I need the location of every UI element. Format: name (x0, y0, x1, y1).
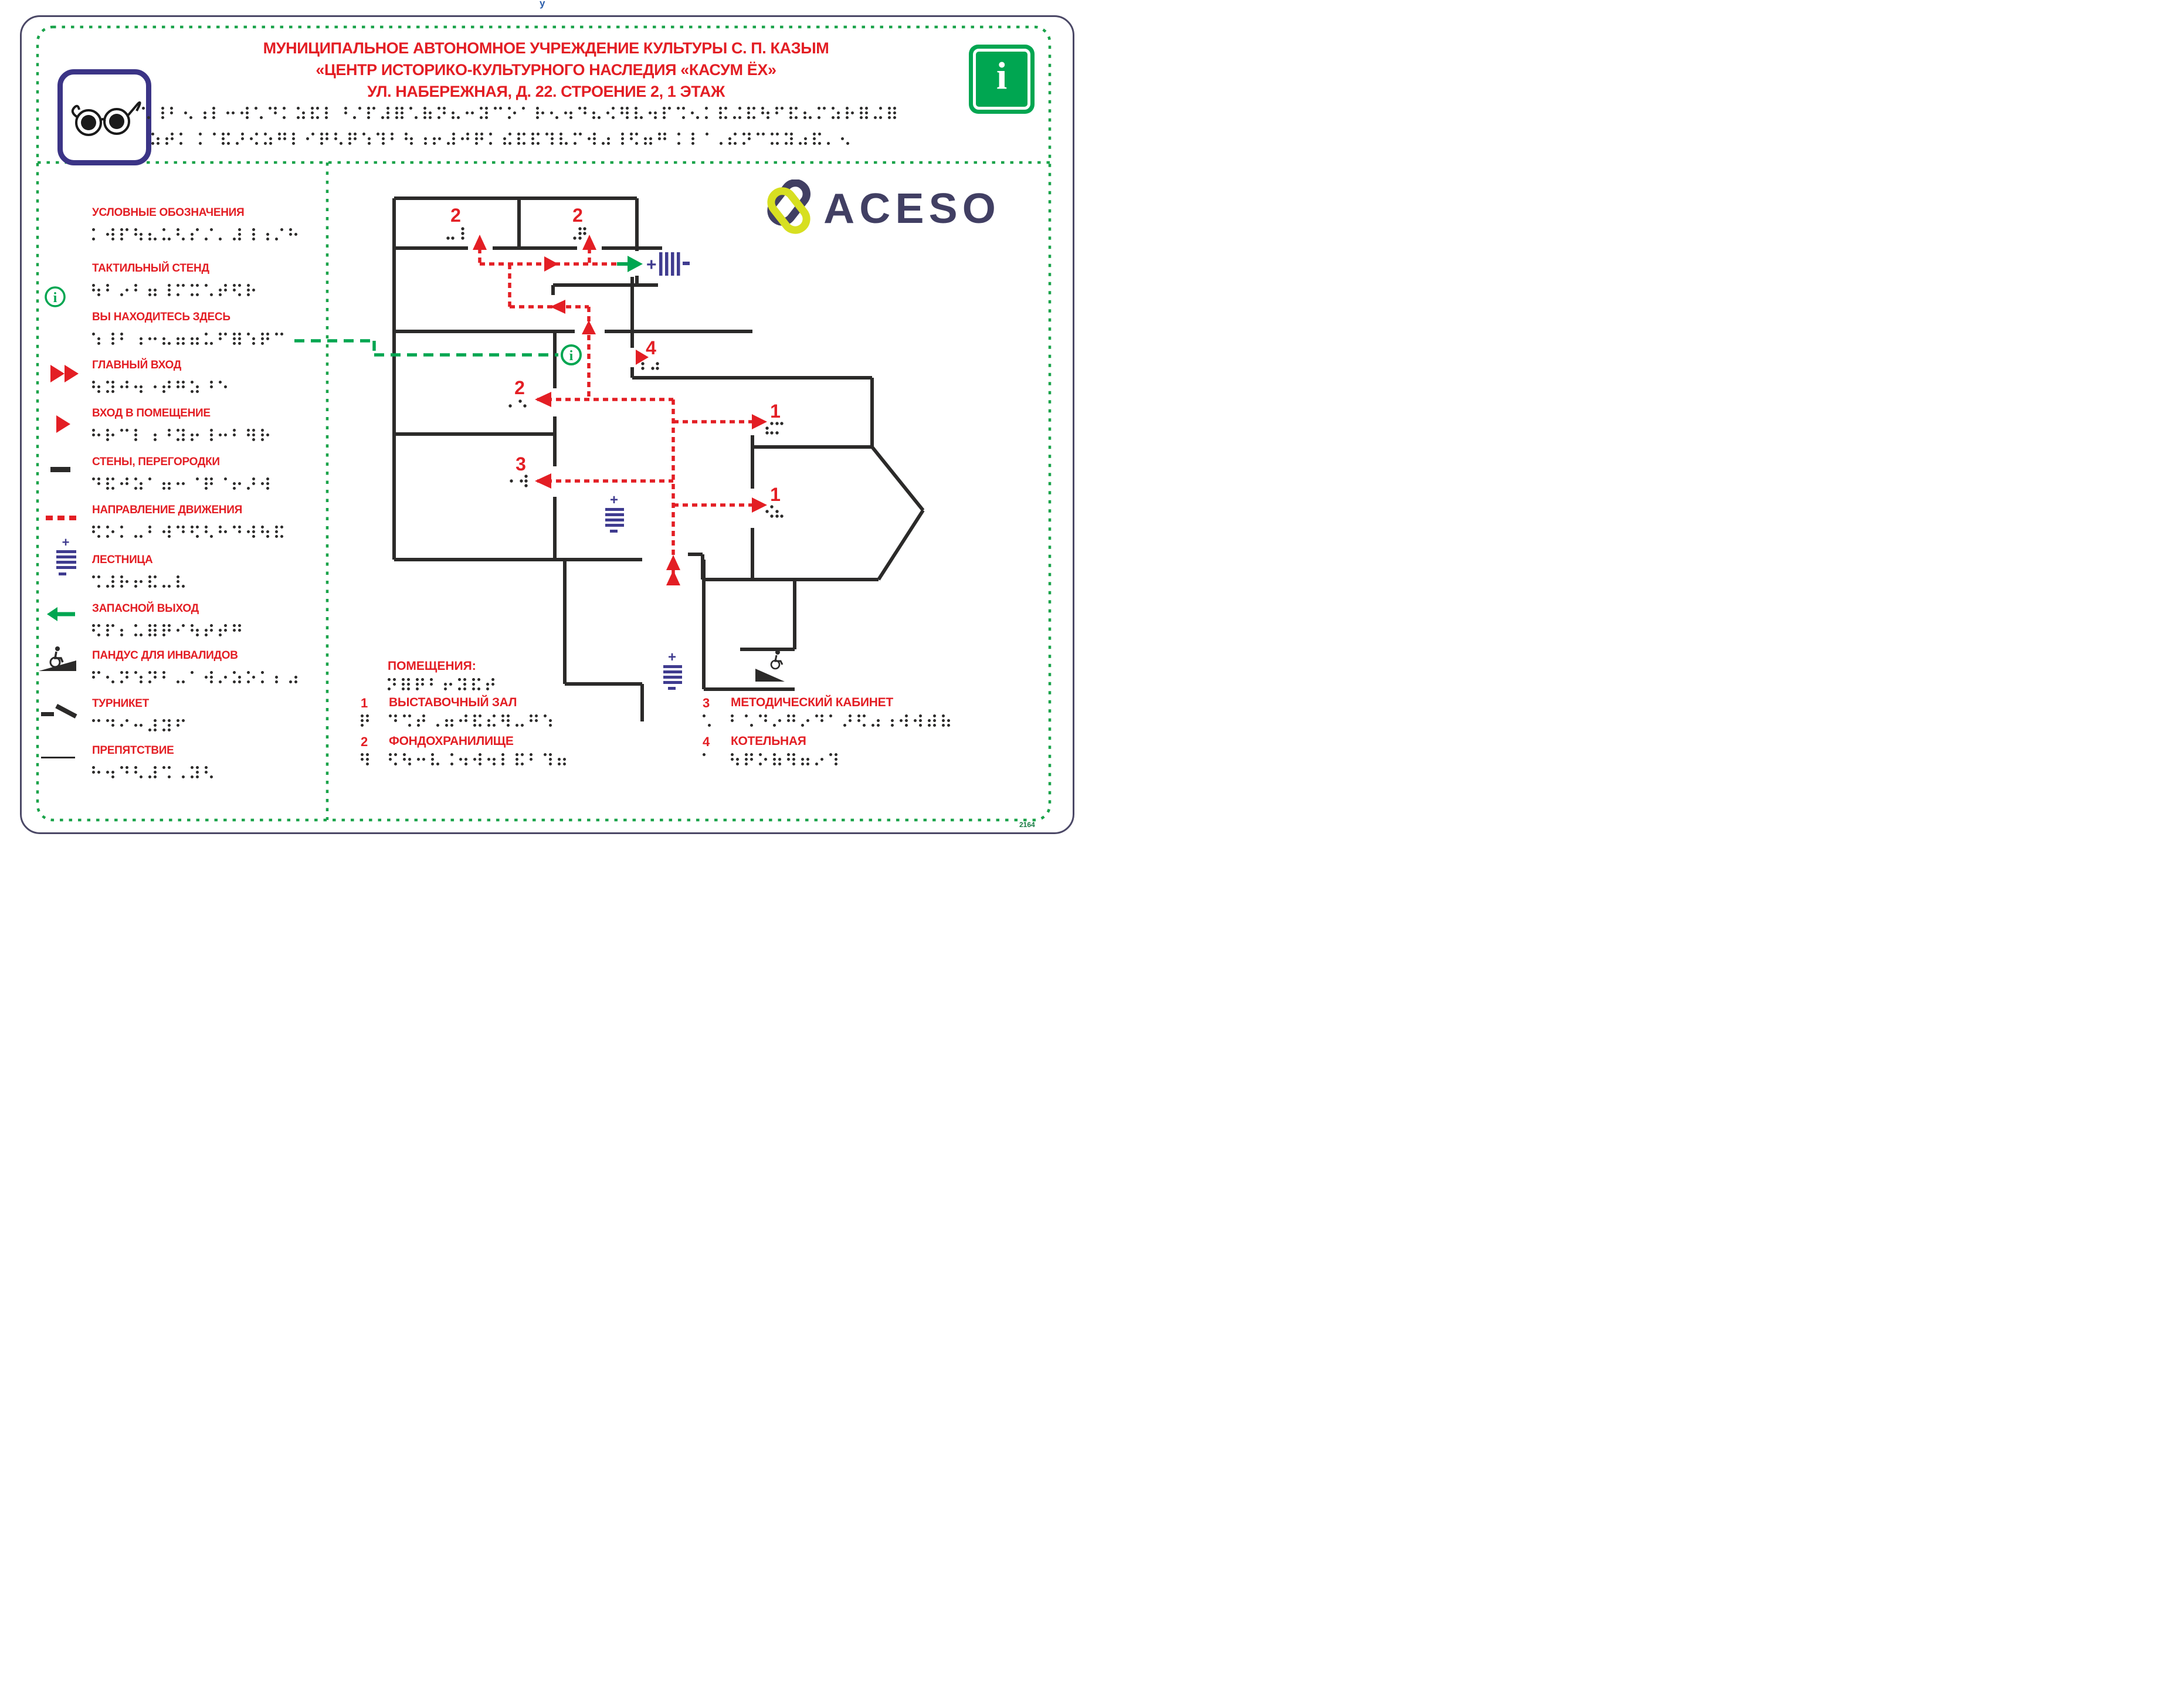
legend-item-obstacle: ПРЕПЯТСТВИЕ (92, 744, 174, 757)
rooms-legend-heading: ПОМЕЩЕНИЯ: (388, 659, 476, 673)
room-marker-2c: 2 (514, 377, 525, 398)
legend-braille (92, 526, 289, 538)
legend-item-walls: СТЕНЫ, ПЕРЕГОРОДКИ (92, 456, 220, 468)
svg-text:+: + (667, 649, 677, 665)
legend-item-turnstile: ТУРНИКЕТ (92, 697, 149, 710)
info-icon (969, 45, 1035, 114)
legend-braille (92, 671, 303, 683)
rooms-legend-braille (388, 678, 500, 690)
room-4-label: КОТЕЛЬНАЯ (731, 734, 806, 748)
crop-artifact-glyph: у (540, 0, 545, 9)
arrow-icon (55, 414, 75, 434)
title-line-2: «ЦЕНТР ИСТОРИКО-КУЛЬТУРНОГО НАСЛЕДИЯ «КАСУМ ЁХ» (316, 61, 776, 79)
turnstile-icon (41, 699, 82, 723)
room-1-label: ВЫСТАВОЧНЫЙ ЗАЛ (389, 696, 517, 709)
legend-braille (92, 624, 247, 636)
room-marker-braille (508, 399, 526, 407)
legend-item-stairs: ЛЕСТНИЦА (92, 554, 153, 566)
room-marker-braille (641, 362, 659, 370)
svg-text:i: i (53, 290, 57, 306)
room-1-braille (361, 714, 375, 727)
exit-arrow-icon (47, 605, 77, 623)
room-marker-braille (573, 227, 586, 239)
room-marker-4: 4 (646, 337, 656, 358)
room-marker-braille (765, 505, 783, 517)
header-title (88, 38, 1004, 103)
room-2-number: 2 (361, 734, 368, 749)
room-marker-1a: 1 (770, 401, 781, 422)
route-lines (480, 249, 752, 585)
dashed-line-icon (46, 515, 81, 521)
room-3-braille (731, 714, 956, 727)
route-arrowheads (473, 235, 767, 585)
legend-braille (92, 284, 261, 296)
room-4-braille (731, 753, 843, 765)
legend-item-room-entrance: ВХОД В ПОМЕЩЕНИЕ (92, 407, 211, 419)
legend-braille (92, 477, 275, 490)
you-are-here-line (294, 341, 558, 355)
legend-braille (92, 333, 289, 345)
legend-item-emergency-exit: ЗАПАСНОЙ ВЫХОД (92, 602, 199, 615)
floor-plan (293, 192, 932, 723)
svg-text:+: + (609, 492, 619, 508)
stairs-icon-entrance (663, 649, 682, 690)
room-1-number: 1 (361, 696, 368, 710)
plan-walls (394, 198, 923, 721)
wheelchair-ramp-plan-icon (755, 650, 785, 682)
legend-item-main-entrance: ГЛАВНЫЙ ВХОД (92, 359, 181, 371)
wall-icon (50, 467, 70, 472)
room-marker-braille (765, 422, 783, 434)
room-marker-1b: 1 (770, 484, 781, 505)
legend-item-tactile-stand: ТАКТИЛЬНЫЙ СТЕНД (92, 262, 209, 275)
room-1-braille (389, 714, 558, 727)
title-line-3: УЛ. НАБЕРЕЖНАЯ, Д. 22. СТРОЕНИЕ 2, 1 ЭТАЖ (367, 83, 725, 100)
room-3-number: 3 (703, 696, 710, 710)
stamp-number: 2164 (1019, 821, 1035, 829)
room-3-label: МЕТОДИЧЕСКИЙ КАБИНЕТ (731, 696, 893, 709)
stairs-icon-middle (605, 492, 624, 533)
room-4-number: 4 (703, 734, 710, 749)
info-circle-icon (43, 285, 67, 309)
stairs-icon (54, 537, 80, 581)
room-4-braille (703, 753, 717, 765)
stairs-icon-horizontal (646, 252, 690, 276)
svg-text:+: + (646, 255, 657, 275)
tactile-sign (0, 0, 1092, 847)
legend-heading: УСЛОВНЫЕ ОБОЗНАЧЕНИЯ (92, 206, 245, 219)
info-icon-letter: i (996, 55, 1008, 97)
svg-text:+: + (62, 537, 70, 550)
legend-braille (92, 575, 191, 588)
room-2-braille (389, 753, 572, 765)
room-2-label: ФОНДОХРАНИЛИЩЕ (389, 734, 514, 748)
exit-arrow (617, 256, 643, 272)
room-marker-braille (510, 475, 527, 487)
room-marker-2b: 2 (572, 205, 583, 226)
room-3-braille (703, 714, 717, 727)
room-marker-braille (446, 227, 464, 239)
header-braille-row-1 (142, 107, 902, 119)
legend-braille (92, 381, 233, 393)
header-braille-row-2 (151, 133, 855, 145)
legend-braille (92, 766, 219, 778)
aceso-logo-text: ACESO (823, 185, 1001, 232)
legend-item-you-are-here: ВЫ НАХОДИТЕСЬ ЗДЕСЬ (92, 311, 230, 323)
legend-braille (92, 228, 303, 240)
legend-braille (92, 429, 275, 441)
obstacle-icon (41, 757, 75, 758)
room-2-braille (361, 753, 375, 765)
double-arrow-icon (49, 364, 84, 384)
room-marker-3: 3 (516, 453, 526, 475)
wheelchair-ramp-icon (38, 643, 80, 673)
legend-item-direction: НАПРАВЛЕНИЕ ДВИЖЕНИЯ (92, 504, 242, 516)
legend-item-ramp: ПАНДУС ДЛЯ ИНВАЛИДОВ (92, 649, 238, 662)
room-marker-2a: 2 (450, 205, 461, 226)
you-are-here-i: i (569, 348, 574, 364)
legend-braille (92, 719, 191, 731)
title-line-1: МУНИЦИПАЛЬНОЕ АВТОНОМНОЕ УЧРЕЖДЕНИЕ КУЛЬТУРЫ С. П. КАЗЫМ (263, 39, 829, 57)
